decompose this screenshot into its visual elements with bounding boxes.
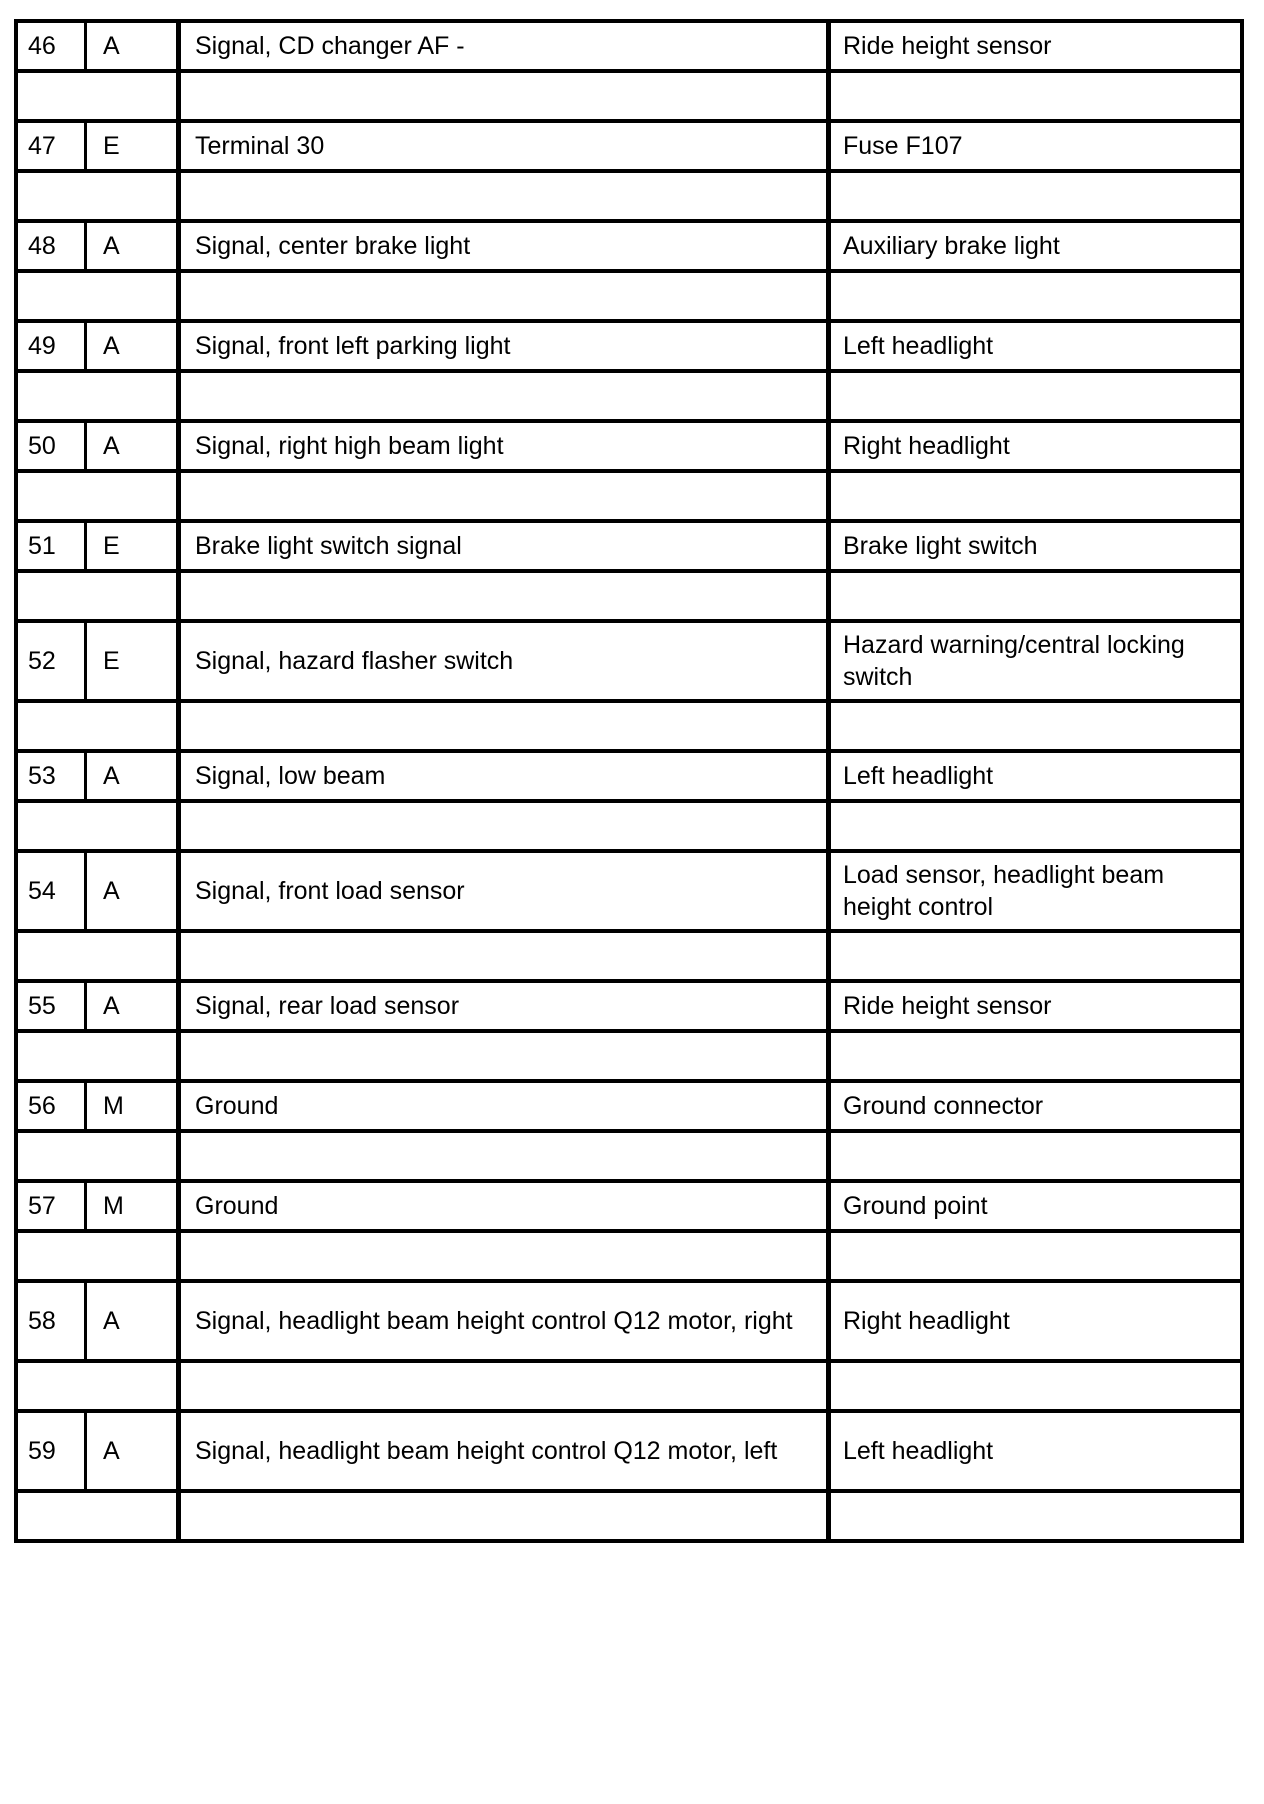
- spacer-row: [14, 1359, 1244, 1413]
- pin-number: 55: [28, 992, 56, 1020]
- pin-number: 57: [28, 1192, 56, 1220]
- pin-number: 53: [28, 762, 56, 790]
- component: Right headlight: [826, 1283, 1240, 1359]
- signal-description: Ground: [176, 1083, 826, 1129]
- signal-description: Brake light switch signal: [176, 523, 826, 569]
- component: Left headlight: [826, 323, 1240, 369]
- spacer-row: [14, 1129, 1244, 1183]
- signal-description: Signal, low beam: [176, 753, 826, 799]
- signal-type: A: [84, 423, 176, 469]
- signal-description: Signal, center brake light: [176, 223, 826, 269]
- component: Fuse F107: [826, 123, 1240, 169]
- signal-description: Signal, right high beam light: [176, 423, 826, 469]
- signal-description: Signal, headlight beam height control Q12 motor, left: [176, 1413, 826, 1489]
- pin-number: 54: [28, 877, 56, 905]
- pin-number: 49: [28, 332, 56, 360]
- spacer-row: [14, 929, 1244, 983]
- pin-number: 46: [28, 32, 56, 60]
- table-row: [14, 1409, 1244, 1493]
- table-row: [14, 219, 1244, 273]
- signal-description: Signal, front left parking light: [176, 323, 826, 369]
- signal-type: M: [84, 1083, 176, 1129]
- component: Hazard warning/central locking switch: [826, 623, 1240, 699]
- pin-assignment-table: [14, 19, 1244, 1543]
- table-row: [14, 749, 1244, 803]
- component: Ground point: [826, 1183, 1240, 1229]
- signal-type: A: [84, 223, 176, 269]
- signal-type: A: [84, 23, 176, 69]
- table-row: [14, 19, 1244, 73]
- signal-type: E: [84, 123, 176, 169]
- signal-description: Terminal 30: [176, 123, 826, 169]
- component: Ride height sensor: [826, 983, 1240, 1029]
- table-row: [14, 419, 1244, 473]
- signal-type: A: [84, 323, 176, 369]
- table-row: [14, 319, 1244, 373]
- component: Load sensor, headlight beam height control: [826, 853, 1240, 929]
- signal-description: Signal, headlight beam height control Q12 motor, right: [176, 1283, 826, 1359]
- component: Right headlight: [826, 423, 1240, 469]
- signal-type: A: [84, 753, 176, 799]
- signal-description: Signal, front load sensor: [176, 853, 826, 929]
- signal-type: A: [84, 1283, 176, 1359]
- pin-number: 50: [28, 432, 56, 460]
- pin-number: 52: [28, 647, 56, 675]
- pin-number: 56: [28, 1092, 56, 1120]
- component: Auxiliary brake light: [826, 223, 1240, 269]
- spacer-row: [14, 369, 1244, 423]
- spacer-row: [14, 469, 1244, 523]
- component: Ground connector: [826, 1083, 1240, 1129]
- signal-type: A: [84, 1413, 176, 1489]
- table-row: [14, 119, 1244, 173]
- signal-type: A: [84, 853, 176, 929]
- spacer-row: [14, 1029, 1244, 1083]
- signal-type: A: [84, 983, 176, 1029]
- signal-type: M: [84, 1183, 176, 1229]
- spacer-row: [14, 569, 1244, 623]
- spacer-row: [14, 799, 1244, 853]
- table-row: [14, 1279, 1244, 1363]
- pin-number: 51: [28, 532, 56, 560]
- signal-description: Ground: [176, 1183, 826, 1229]
- signal-type: E: [84, 623, 176, 699]
- signal-description: Signal, CD changer AF -: [176, 23, 826, 69]
- table-row: [14, 619, 1244, 703]
- component: Ride height sensor: [826, 23, 1240, 69]
- table-row: [14, 1079, 1244, 1133]
- pin-number: 47: [28, 132, 56, 160]
- pin-number: 59: [28, 1437, 56, 1465]
- table-row: [14, 979, 1244, 1033]
- spacer-row: [14, 69, 1244, 123]
- signal-description: Signal, rear load sensor: [176, 983, 826, 1029]
- component: Brake light switch: [826, 523, 1240, 569]
- spacer-row: [14, 1229, 1244, 1283]
- signal-description: Signal, hazard flasher switch: [176, 623, 826, 699]
- spacer-row: [14, 1489, 1244, 1543]
- pin-number: 58: [28, 1307, 56, 1335]
- component: Left headlight: [826, 753, 1240, 799]
- pin-number: 48: [28, 232, 56, 260]
- spacer-row: [14, 699, 1244, 753]
- table-row: [14, 1179, 1244, 1233]
- spacer-row: [14, 269, 1244, 323]
- component: Left headlight: [826, 1413, 1240, 1489]
- spacer-row: [14, 169, 1244, 223]
- table-row: [14, 849, 1244, 933]
- table-row: [14, 519, 1244, 573]
- signal-type: E: [84, 523, 176, 569]
